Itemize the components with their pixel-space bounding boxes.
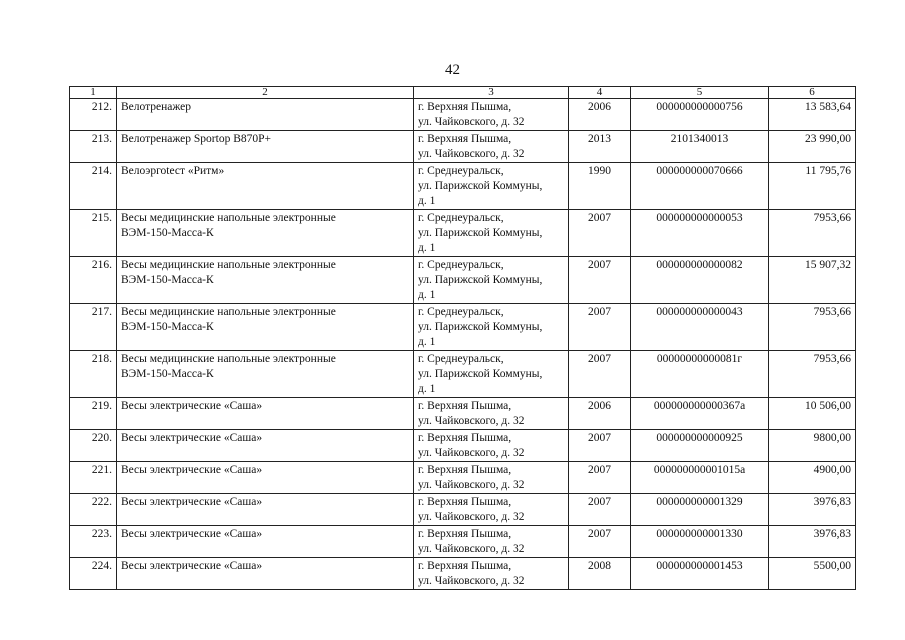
inventory-number-cell: 000000000000925 (631, 430, 769, 462)
address-cell (414, 558, 569, 590)
year-cell: 2008 (569, 558, 631, 590)
address-cell (414, 462, 569, 494)
address-cell-line: д. 1 (418, 383, 436, 395)
address-cell (414, 131, 569, 163)
address-cell (414, 526, 569, 558)
address-cell-line: ул. Парижской Коммуны, (418, 274, 543, 286)
address-cell-line: г. Среднеуральск, (418, 306, 504, 318)
address-cell-line: ул. Чайковского, д. 32 (418, 415, 525, 427)
amount-cell: 3976,83 (769, 526, 856, 558)
amount-cell: 3976,83 (769, 494, 856, 526)
table-row (70, 398, 856, 430)
amount-cell: 23 990,00 (769, 131, 856, 163)
table-row (70, 462, 856, 494)
item-name-cell-line: ВЭМ-150-Масса-К (121, 227, 214, 239)
address-cell-line: г. Верхняя Пышма, (418, 133, 512, 145)
address-cell-line: ул. Чайковского, д. 32 (418, 575, 525, 587)
row-number-cell: 224. (70, 558, 117, 590)
item-name-cell-line: Весы медицинские напольные электронные (121, 259, 336, 271)
row-number-cell: 216. (70, 257, 117, 304)
address-cell-line: г. Верхняя Пышма, (418, 528, 512, 540)
column-header: 3 (414, 87, 569, 99)
year-cell: 2006 (569, 99, 631, 131)
item-name-cell (117, 131, 414, 163)
address-cell (414, 398, 569, 430)
inventory-number-cell: 000000000000367a (631, 398, 769, 430)
address-cell-line: г. Верхняя Пышма, (418, 464, 512, 476)
inventory-number-cell: 000000000000053 (631, 210, 769, 257)
address-cell-line: д. 1 (418, 289, 436, 301)
table-row (70, 257, 856, 304)
inventory-number-cell: 000000000000043 (631, 304, 769, 351)
address-cell-line: д. 1 (418, 195, 436, 207)
inventory-number-cell: 000000000000756 (631, 99, 769, 131)
year-cell: 2013 (569, 131, 631, 163)
item-name-cell-line: Весы электрические «Саша» (121, 464, 263, 476)
item-name-cell-line: ВЭМ-150-Масса-К (121, 368, 214, 380)
amount-cell: 7953,66 (769, 210, 856, 257)
item-name-cell-line: Весы электрические «Саша» (121, 400, 263, 412)
table-row (70, 430, 856, 462)
year-cell: 2007 (569, 210, 631, 257)
inventory-number-cell: 000000000001330 (631, 526, 769, 558)
table-row (70, 494, 856, 526)
address-cell (414, 351, 569, 398)
item-name-cell-line: Весы электрические «Саша» (121, 496, 263, 508)
address-cell-line: ул. Чайковского, д. 32 (418, 479, 525, 491)
address-cell-line: ул. Парижской Коммуны, (418, 368, 543, 380)
address-cell-line: г. Среднеуральск, (418, 212, 504, 224)
address-cell-line: г. Верхняя Пышма, (418, 101, 512, 113)
row-number-cell: 219. (70, 398, 117, 430)
address-cell-line: г. Среднеуральск, (418, 259, 504, 271)
amount-cell: 9800,00 (769, 430, 856, 462)
table-row (70, 558, 856, 590)
address-cell (414, 304, 569, 351)
row-number-cell: 217. (70, 304, 117, 351)
inventory-number-cell: 00000000000081г (631, 351, 769, 398)
address-cell (414, 210, 569, 257)
year-cell: 2007 (569, 494, 631, 526)
item-name-cell-line: Весы электрические «Саша» (121, 432, 263, 444)
address-cell-line: ул. Чайковского, д. 32 (418, 148, 525, 160)
address-cell (414, 99, 569, 131)
row-number-cell: 222. (70, 494, 117, 526)
inventory-number-cell: 000000000001329 (631, 494, 769, 526)
row-number-cell: 220. (70, 430, 117, 462)
item-name-cell-line: Весы медицинские напольные электронные (121, 353, 336, 365)
item-name-cell (117, 398, 414, 430)
amount-cell: 5500,00 (769, 558, 856, 590)
row-number-cell: 223. (70, 526, 117, 558)
row-number-cell: 218. (70, 351, 117, 398)
address-cell-line: г. Верхняя Пышма, (418, 400, 512, 412)
address-cell (414, 494, 569, 526)
item-name-cell (117, 304, 414, 351)
address-cell-line: ул. Парижской Коммуны, (418, 180, 543, 192)
item-name-cell (117, 257, 414, 304)
address-cell-line: г. Среднеуральск, (418, 165, 504, 177)
address-cell-line: ул. Чайковского, д. 32 (418, 543, 525, 555)
item-name-cell (117, 430, 414, 462)
table-row (70, 131, 856, 163)
column-header: 4 (569, 87, 631, 99)
year-cell: 2007 (569, 462, 631, 494)
item-name-cell-line: Велотренажер Sportop B870P+ (121, 133, 272, 145)
row-number-cell: 215. (70, 210, 117, 257)
address-cell (414, 257, 569, 304)
address-cell-line: г. Среднеуральск, (418, 353, 504, 365)
inventory-number-cell: 000000000000082 (631, 257, 769, 304)
item-name-cell-line: Весы электрические «Саша» (121, 560, 263, 572)
amount-cell: 7953,66 (769, 351, 856, 398)
table-body (70, 99, 856, 590)
address-cell-line: ул. Чайковского, д. 32 (418, 447, 525, 459)
item-name-cell (117, 163, 414, 210)
table-row (70, 304, 856, 351)
address-cell (414, 163, 569, 210)
year-cell: 2007 (569, 304, 631, 351)
address-cell-line: г. Верхняя Пышма, (418, 496, 512, 508)
inventory-number-cell: 000000000001453 (631, 558, 769, 590)
amount-cell: 13 583,64 (769, 99, 856, 131)
table-header (70, 87, 856, 99)
amount-cell: 7953,66 (769, 304, 856, 351)
table-row (70, 526, 856, 558)
address-cell (414, 430, 569, 462)
year-cell: 1990 (569, 163, 631, 210)
column-header: 6 (769, 87, 856, 99)
inventory-table (69, 86, 856, 590)
item-name-cell-line: Велоэргоtест «Ритм» (121, 165, 225, 177)
year-cell: 2007 (569, 351, 631, 398)
year-cell: 2007 (569, 430, 631, 462)
address-cell-line: г. Верхняя Пышма, (418, 560, 512, 572)
row-number-cell: 214. (70, 163, 117, 210)
table-row (70, 351, 856, 398)
item-name-cell (117, 351, 414, 398)
column-header: 1 (70, 87, 117, 99)
table-row (70, 99, 856, 131)
item-name-cell (117, 558, 414, 590)
inventory-number-cell: 2101340013 (631, 131, 769, 163)
table-row (70, 163, 856, 210)
year-cell: 2007 (569, 526, 631, 558)
row-number-cell: 212. (70, 99, 117, 131)
address-cell-line: ул. Чайковского, д. 32 (418, 116, 525, 128)
address-cell-line: г. Верхняя Пышма, (418, 432, 512, 444)
column-number-row (70, 87, 856, 99)
column-header: 2 (117, 87, 414, 99)
year-cell: 2006 (569, 398, 631, 430)
year-cell: 2007 (569, 257, 631, 304)
inventory-number-cell: 000000000001015a (631, 462, 769, 494)
item-name-cell (117, 99, 414, 131)
item-name-cell-line: Велотренажер (121, 101, 192, 113)
page-number: 42 (445, 62, 460, 78)
row-number-cell: 213. (70, 131, 117, 163)
amount-cell: 15 907,32 (769, 257, 856, 304)
amount-cell: 11 795,76 (769, 163, 856, 210)
item-name-cell (117, 462, 414, 494)
column-header: 5 (631, 87, 769, 99)
item-name-cell (117, 210, 414, 257)
inventory-number-cell: 000000000070666 (631, 163, 769, 210)
address-cell-line: ул. Парижской Коммуны, (418, 227, 543, 239)
address-cell-line: ул. Парижской Коммуны, (418, 321, 543, 333)
item-name-cell-line: ВЭМ-150-Масса-К (121, 274, 214, 286)
item-name-cell (117, 494, 414, 526)
amount-cell: 4900,00 (769, 462, 856, 494)
item-name-cell-line: Весы электрические «Саша» (121, 528, 263, 540)
row-number-cell: 221. (70, 462, 117, 494)
item-name-cell-line: Весы медицинские напольные электронные (121, 212, 336, 224)
address-cell-line: д. 1 (418, 242, 436, 254)
table-row (70, 210, 856, 257)
item-name-cell (117, 526, 414, 558)
address-cell-line: д. 1 (418, 336, 436, 348)
item-name-cell-line: Весы медицинские напольные электронные (121, 306, 336, 318)
address-cell-line: ул. Чайковского, д. 32 (418, 511, 525, 523)
amount-cell: 10 506,00 (769, 398, 856, 430)
item-name-cell-line: ВЭМ-150-Масса-К (121, 321, 214, 333)
